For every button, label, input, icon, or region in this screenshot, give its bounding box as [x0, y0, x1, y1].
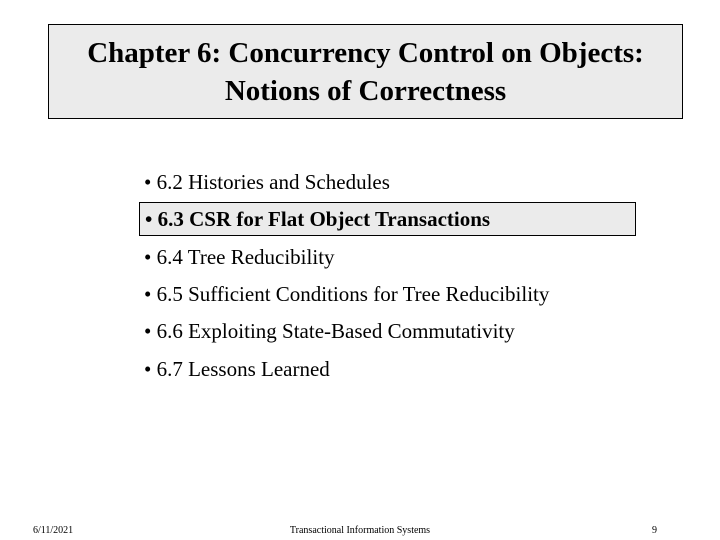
bullet: •: [144, 357, 152, 381]
toc-item-6-3-current: [139, 202, 636, 236]
footer-date: 6/11/2021: [33, 525, 74, 536]
toc-item-label: 6.2 Histories and Schedules: [156, 170, 390, 194]
page-number: 9: [652, 525, 657, 536]
toc-item-6-7: [144, 357, 330, 381]
bullet: •: [144, 282, 152, 306]
footer-title: Transactional Information Systems: [289, 525, 431, 536]
bullet: •: [144, 170, 152, 194]
bullet: •: [145, 207, 153, 231]
toc-item-label: 6.6 Exploiting State-Based Commutativity: [156, 319, 515, 343]
toc-item-label: 6.4 Tree Reducibility: [156, 245, 335, 269]
title-line-2: Notions of Correctness: [224, 74, 507, 107]
title-line-1: Chapter 6: Concurrency Control on Objects:: [87, 36, 644, 69]
toc-item-label: 6.7 Lessons Learned: [156, 357, 330, 381]
toc-item-label: 6.3 CSR for Flat Object Transactions: [157, 207, 491, 231]
toc-item-6-6: [144, 319, 515, 343]
toc-item-6-2: [144, 170, 390, 194]
bullet: •: [144, 245, 152, 269]
toc-item-label: 6.5 Sufficient Conditions for Tree Reducibility: [156, 282, 550, 306]
toc-item-6-5: [144, 282, 549, 306]
bullet: •: [144, 319, 152, 343]
toc-item-6-4: [144, 245, 335, 269]
